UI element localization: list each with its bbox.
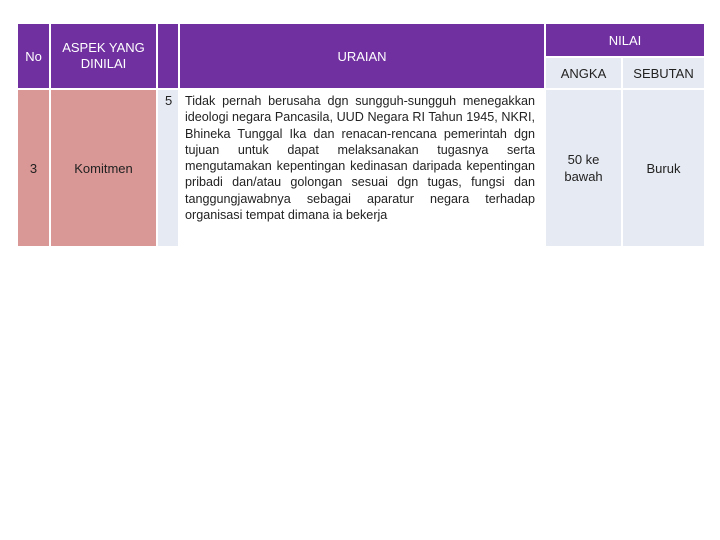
row-angka bbox=[546, 90, 621, 246]
header-nilai-label: NILAI bbox=[608, 32, 642, 48]
row-sebutan-value: Buruk bbox=[646, 160, 681, 176]
header-nilai bbox=[546, 24, 704, 56]
header-uraian-label: URAIAN bbox=[337, 48, 387, 64]
header-no bbox=[18, 24, 49, 88]
row-sub-no: 5 bbox=[165, 93, 173, 108]
header-angka bbox=[546, 58, 621, 88]
header-sebutan-label: SEBUTAN bbox=[633, 65, 694, 81]
header-angka-label: ANGKA bbox=[560, 65, 607, 81]
row-uraian: Tidak pernah berusaha dgn sungguh-sungguh menegakkan ideologi negara Pancasila, UUD Negara RI Tahun 1945, NKRI, Bhineka Tunggal Ika dan renacan-rencana pemerintah dgn tujuan untuk dapat melaksanakan tugasnya serta mengutamakan kepentingan kedinasan daripada kepentingan pribadi dan/atau golongan sesuai dgn tugas, fungsi dan tanggungjawabnya sebagai aparatur negara terhadap organisasi tempat dimana ia bekerja bbox=[185, 94, 535, 223]
header-aspek bbox=[51, 24, 156, 88]
row-sub-no-cell bbox=[158, 90, 178, 246]
header-uraian bbox=[158, 24, 178, 88]
header-sebutan bbox=[623, 58, 704, 88]
row-no bbox=[18, 90, 49, 246]
row-aspek bbox=[51, 90, 156, 246]
header-no-label: No bbox=[25, 48, 42, 64]
header-aspek-label: ASPEK YANG DINILAI bbox=[62, 40, 145, 71]
row-angka-value: 50 ke bawah bbox=[564, 152, 603, 184]
row-sebutan bbox=[623, 90, 704, 246]
row-no-value: 3 bbox=[29, 160, 38, 176]
row-aspek-value: Komitmen bbox=[74, 160, 133, 176]
header-uraian-main bbox=[180, 24, 544, 88]
